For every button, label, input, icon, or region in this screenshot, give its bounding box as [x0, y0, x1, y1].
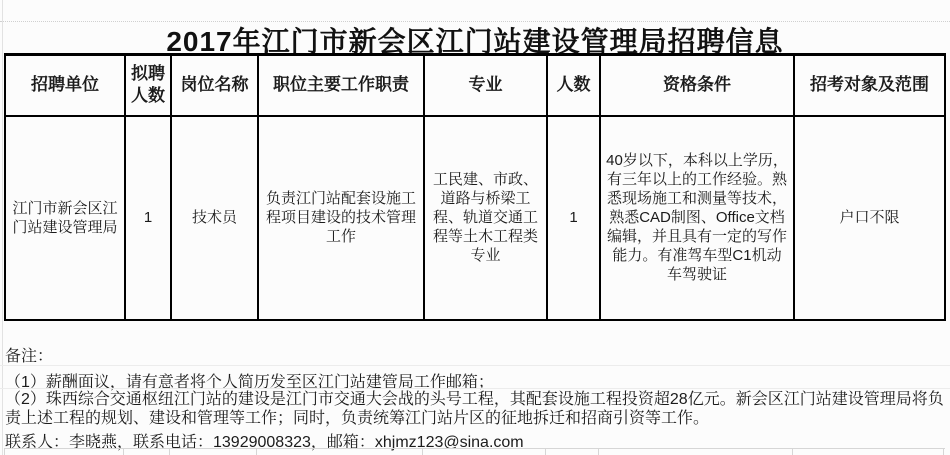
- gridline-stub: [423, 449, 546, 455]
- header-major: 专业: [424, 55, 547, 116]
- cell-major: 工民建、市政、道路与桥梁工程、轨道交通工程等土木工程类专业: [424, 116, 547, 320]
- note-item-2: （2）珠西综合交通枢纽江门站的建设是江门市交通大会战的头号工程，其配套设施工程投资超28亿元。新会区江门站建设管理局将负责上述工程的规划、建设和管理等工作；同时，负责统筹江门站片区的征地拆迁和招商引资等工作。: [5, 391, 944, 427]
- cell-recruiting-unit: 江门市新会区江门站建设管理局: [5, 116, 125, 320]
- gridline-stub: [793, 449, 944, 455]
- table-header-row: [5, 55, 945, 116]
- notes-divider: [0, 388, 950, 389]
- header-qualifications: 资格条件: [600, 55, 794, 116]
- notes-divider: [0, 365, 950, 366]
- cell-qualifications: 40岁以下，本科以上学历，有三年以上的工作经验。熟悉现场施工和测量等技术，熟悉CAD制图、Office文档编辑，并且具有一定的写作能力。有准驾车型C1机动车驾驶证: [600, 116, 794, 320]
- contact-line: 联系人：李晓燕，联系电话：13929008323，邮箱：xhjmz123@sina.com: [5, 434, 524, 451]
- gridline-stub: [124, 449, 170, 455]
- table-row: [5, 116, 945, 320]
- cell-planned-hires: 1: [125, 116, 171, 320]
- cell-target-scope: 户口不限: [794, 116, 945, 320]
- left-spreadsheet-gridline: [2, 0, 3, 455]
- gridline-stub: [546, 449, 599, 455]
- cell-main-duties: 负责江门站配套设施工程项目建设的技术管理工作: [258, 116, 424, 320]
- page-title: 2017年江门市新会区江门站建设管理局招聘信息: [166, 26, 784, 57]
- recruitment-table: [4, 53, 946, 321]
- header-recruiting-unit: 招聘单位: [5, 55, 125, 116]
- cell-headcount: 1: [547, 116, 600, 320]
- header-main-duties: 职位主要工作职责: [258, 55, 424, 116]
- gridline-stub: [599, 449, 793, 455]
- header-position-name: 岗位名称: [171, 55, 258, 116]
- cell-position-name: 技术员: [171, 116, 258, 320]
- bottom-gridline-stubs: [4, 448, 945, 455]
- gridline-stub: [257, 449, 423, 455]
- note-item-1: （1）薪酬面议，请有意者将个人简历发至区江门站建管局工作邮箱；: [5, 374, 494, 391]
- gridline-stub: [170, 449, 257, 455]
- header-target-scope: 招考对象及范围: [794, 55, 945, 116]
- gridline-stub: [4, 449, 124, 455]
- notes-label: 备注：: [5, 348, 54, 365]
- header-headcount: 人数: [547, 55, 600, 116]
- header-planned-hires: 拟聘人数: [125, 55, 171, 116]
